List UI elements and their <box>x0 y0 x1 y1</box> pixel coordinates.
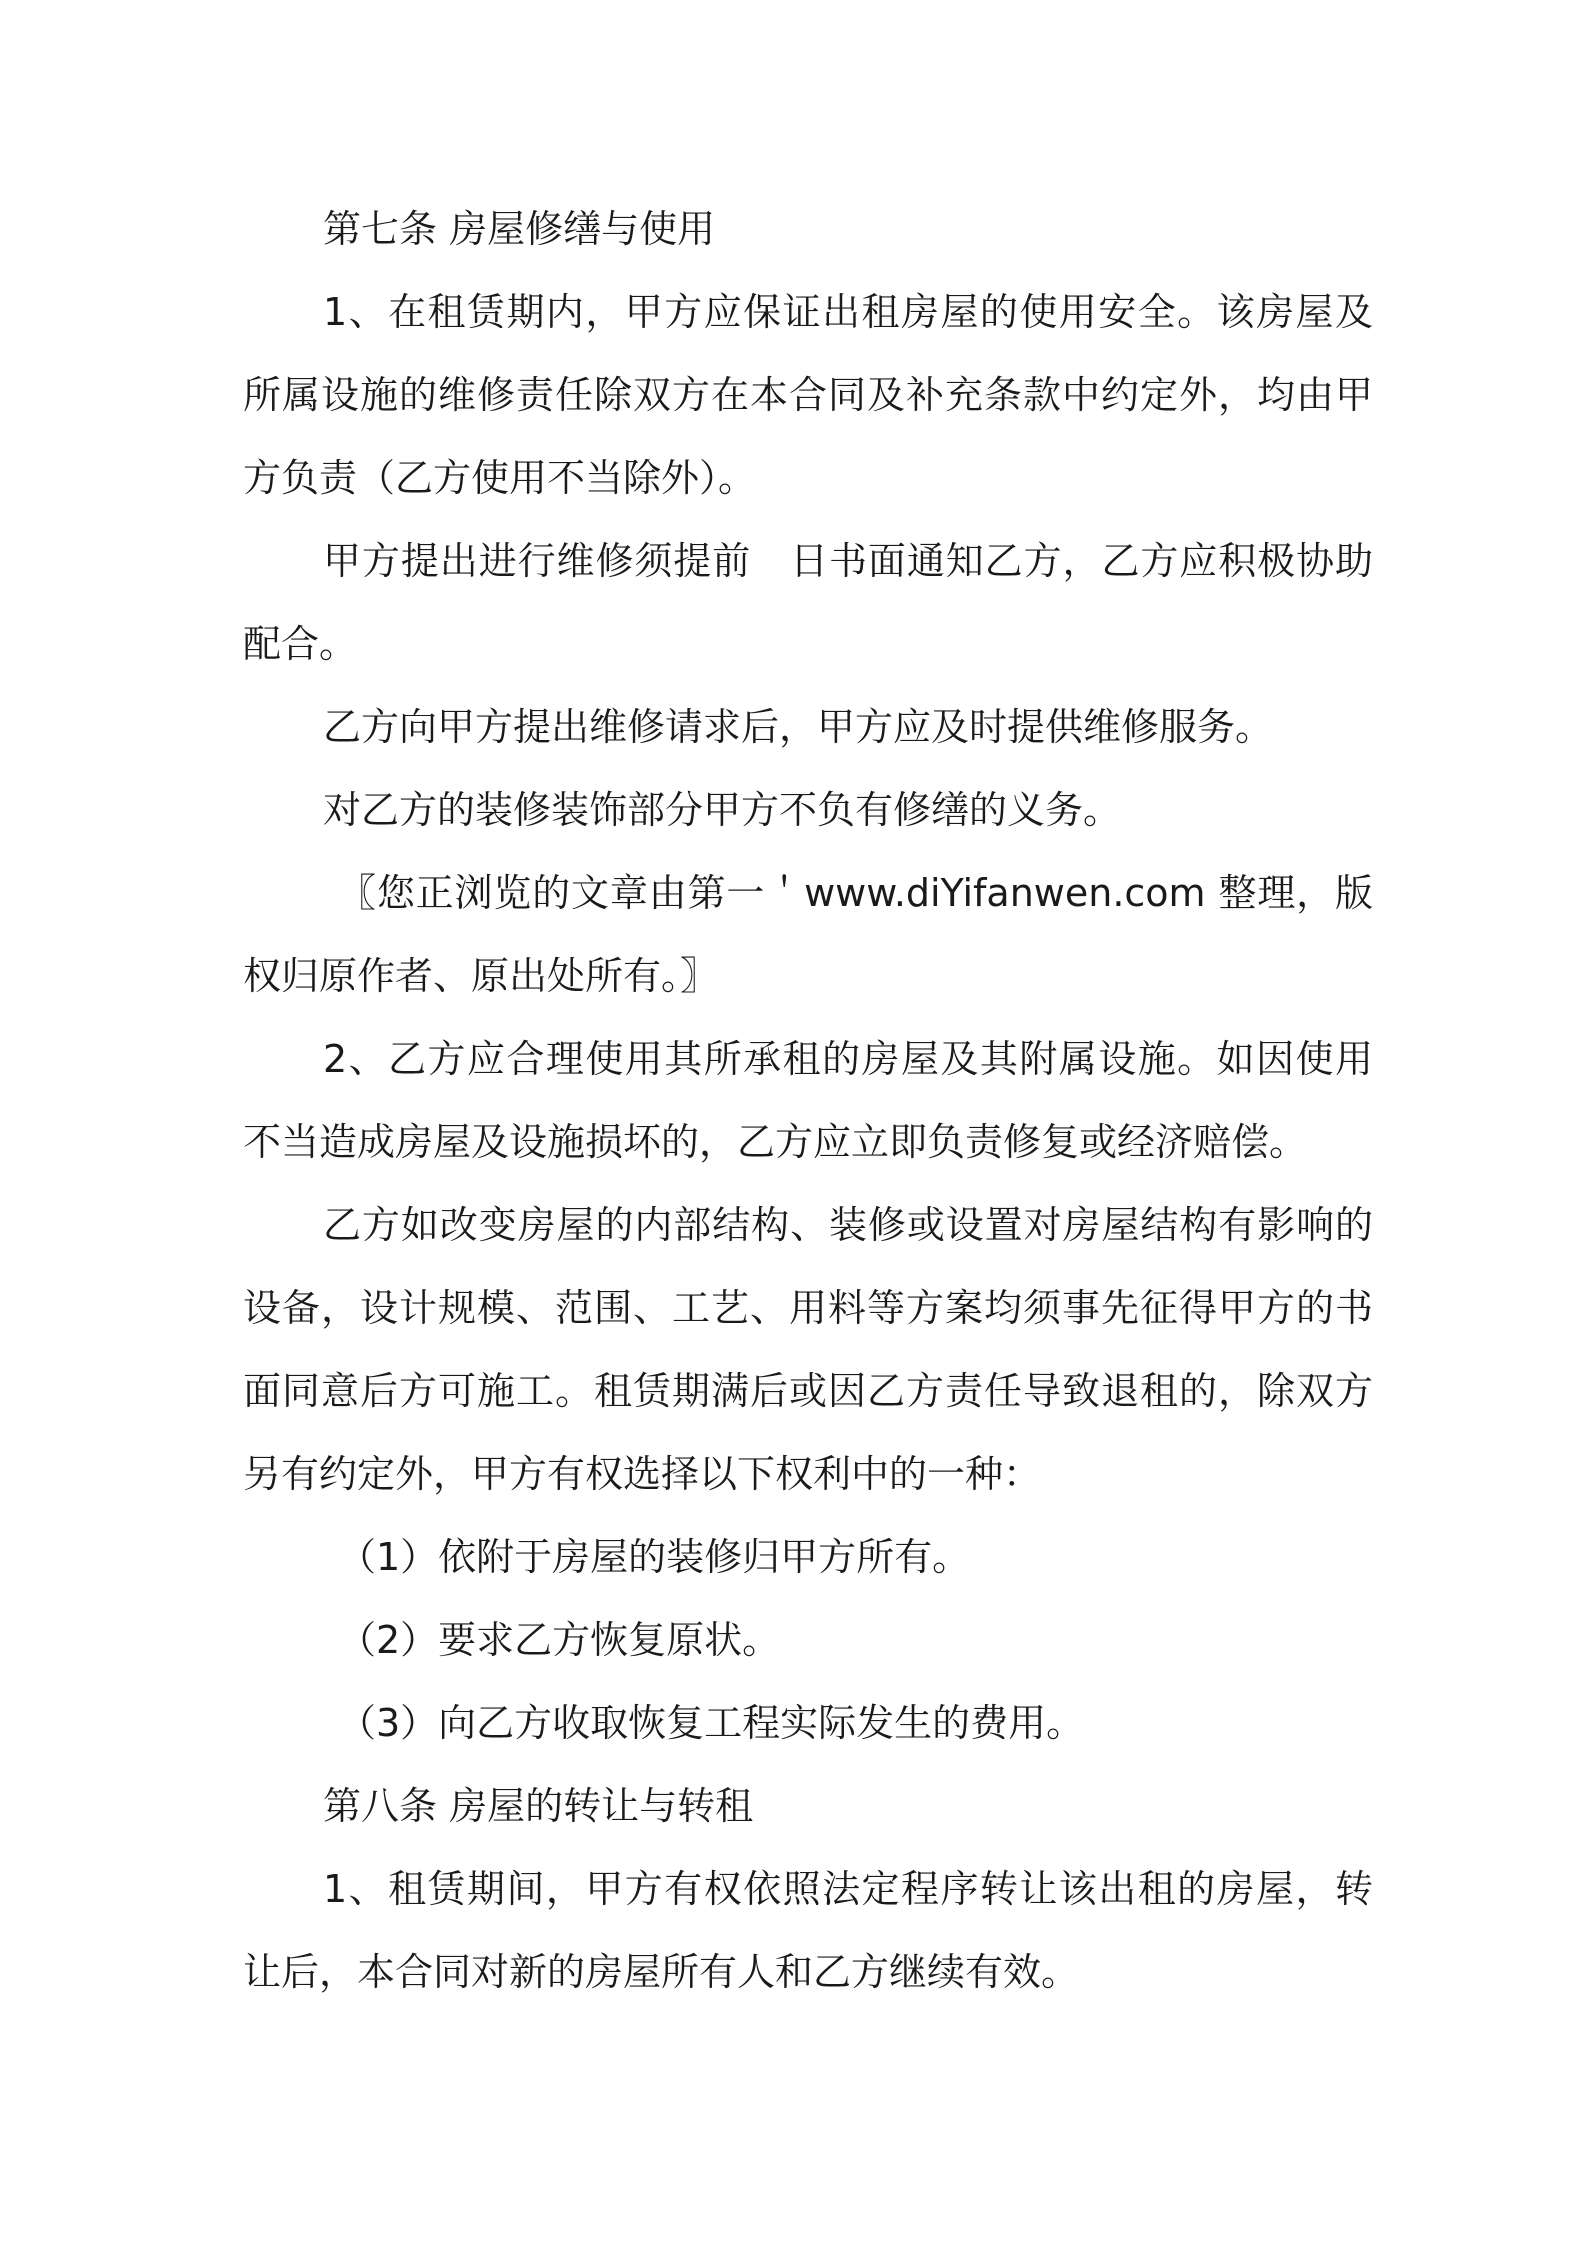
source-note: 〖您正浏览的文章由第一＇www.diYifanwen.com 整理，版权归原作者、原出处所有。〗 <box>243 871 1373 998</box>
document-body <box>243 188 1373 2014</box>
paragraph: 1、在租赁期内，甲方应保证出租房屋的使用安全。该房屋及所属设施的维修责任除双方在本合同及补充条款中约定外，均由甲方负责（乙方使用不当除外）。 <box>243 290 1373 500</box>
paragraph: 1、租赁期间，甲方有权依照法定程序转让该出租的房屋，转让后，本合同对新的房屋所有人和乙方继续有效。 <box>243 1867 1373 1994</box>
list-item: （2）要求乙方恢复原状。 <box>338 1618 781 1662</box>
list-item: （1）依附于房屋的装修归甲方所有。 <box>338 1535 971 1579</box>
paragraph: 对乙方的装修装饰部分甲方不负有修缮的义务。 <box>323 788 1122 832</box>
section-heading-article-7: 第七条 房屋修缮与使用 <box>323 207 716 251</box>
paragraph: 乙方向甲方提出维修请求后，甲方应及时提供维修服务。 <box>323 705 1274 749</box>
list-item: （3）向乙方收取恢复工程实际发生的费用。 <box>338 1701 1085 1745</box>
paragraph: 甲方提出进行维修须提前 日书面通知乙方，乙方应积极协助配合。 <box>243 539 1373 666</box>
section-heading-article-8: 第八条 房屋的转让与转租 <box>323 1784 754 1828</box>
paragraph: 2、乙方应合理使用其所承租的房屋及其附属设施。如因使用不当造成房屋及设施损坏的，乙方应立即负责修复或经济赔偿。 <box>243 1037 1373 1164</box>
paragraph: 乙方如改变房屋的内部结构、装修或设置对房屋结构有影响的设备，设计规模、范围、工艺、用料等方案均须事先征得甲方的书面同意后方可施工。租赁期满后或因乙方责任导致退租的，除双方另有约定外，甲方有权选择以下权利中的一种： <box>243 1203 1373 1496</box>
